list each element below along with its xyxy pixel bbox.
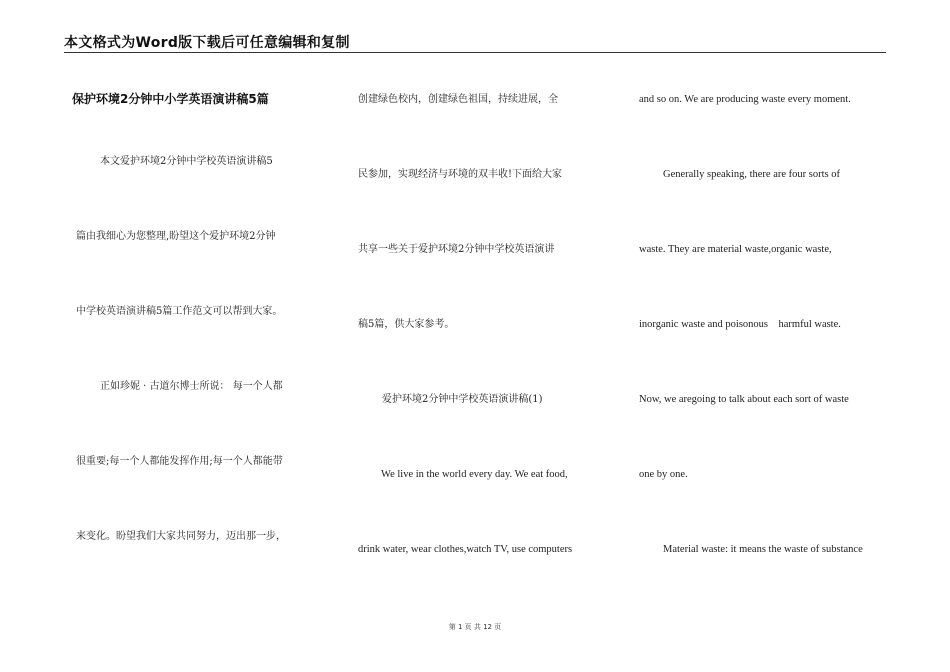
paragraph-line: waste. They are material waste,organic waste,	[639, 244, 832, 255]
paragraph-line: inorganic waste and poisonous harmful waste.	[639, 319, 841, 330]
page-number-footer: 第 1 页 共 12 页	[448, 623, 502, 631]
section-heading: 爱护环境2分钟中学校英语演讲稿(1)	[382, 394, 543, 405]
paragraph-line: 正如珍妮 · 古道尔博士所说： 每一个人都	[100, 381, 283, 392]
paragraph-line: 很重要;每一个人都能发挥作用;每一个人都能带	[76, 456, 283, 467]
paragraph-line: 民参加，实现经济与环境的双丰收!下面给大家	[358, 169, 563, 180]
document-header: 本文格式为Word版下载后可任意编辑和复制	[64, 35, 350, 51]
paragraph-line: one by one.	[639, 469, 688, 480]
paragraph-line: 本文爱护环境2分钟中学校英语演讲稿5	[100, 156, 273, 167]
paragraph-line: 来变化。盼望我们大家共同努力，迈出那一步，	[76, 531, 286, 542]
paragraph-line: 中学校英语演讲稿5篇工作范文可以帮到大家。	[76, 306, 283, 317]
paragraph-line: drink water, wear clothes,watch TV, use computers	[358, 544, 573, 555]
document-title: 保护环境2分钟中小学英语演讲稿5篇	[72, 92, 269, 106]
paragraph-line: Material waste: it means the waste of substance	[663, 544, 863, 555]
paragraph-line: 共享一些关于爱护环境2分钟中学校英语演讲	[358, 244, 555, 255]
paragraph-line: 篇由我细心为您整理,盼望这个爱护环境2分钟	[76, 231, 276, 242]
paragraph-line: and so on. We are producing waste every moment.	[639, 94, 851, 105]
paragraph-line: 创建绿色校内，创建绿色祖国，持续进展，全	[358, 94, 558, 105]
paragraph-line: Now, we aregoing to talk about each sort of waste	[639, 394, 849, 405]
paragraph-line: 稿5篇，供大家参考。	[358, 319, 455, 330]
header-divider	[64, 52, 886, 53]
paragraph-line: We live in the world every day. We eat food,	[381, 469, 568, 480]
paragraph-line: Generally speaking, there are four sorts of	[663, 169, 840, 180]
